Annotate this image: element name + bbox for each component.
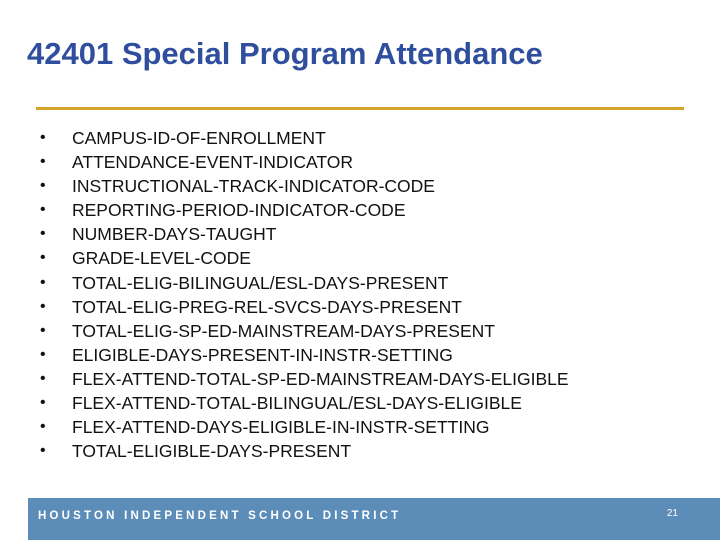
bullet-text: GRADE-LEVEL-CODE	[72, 248, 251, 269]
bullet-dot: •	[40, 153, 46, 171]
bullet-item	[40, 126, 569, 150]
bullet-text: ATTENDANCE-EVENT-INDICATOR	[72, 152, 353, 173]
bullet-text: INSTRUCTIONAL-TRACK-INDICATOR-CODE	[72, 176, 435, 197]
bullet-item	[40, 367, 569, 391]
bullet-item	[40, 295, 569, 319]
bullet-item	[40, 174, 569, 198]
bullet-dot: •	[40, 201, 46, 219]
bullet-text: CAMPUS-ID-OF-ENROLLMENT	[72, 128, 326, 148]
bullet-dot: •	[40, 369, 46, 387]
bullet-text: NUMBER-DAYS-TAUGHT	[72, 224, 277, 245]
bullet-dot: •	[40, 418, 46, 436]
bullet-dot: •	[40, 273, 46, 291]
bullet-text: TOTAL-ELIG-BILINGUAL/ESL-DAYS-PRESENT	[72, 272, 449, 293]
footer-bar	[28, 498, 720, 540]
bullet-text: TOTAL-ELIGIBLE-DAYS-PRESENT	[72, 441, 352, 462]
bullet-item	[40, 391, 569, 415]
bullet-item	[40, 343, 569, 367]
bullet-dot: •	[40, 297, 46, 315]
bullet-dot: •	[40, 177, 46, 195]
bullet-text: ELIGIBLE-DAYS-PRESENT-IN-INSTR-SETTING	[72, 344, 453, 365]
bullet-item	[40, 150, 569, 174]
bullet-item	[40, 439, 569, 463]
bullet-text: FLEX-ATTEND-DAYS-ELIGIBLE-IN-INSTR-SETTING	[72, 417, 490, 438]
bullet-item	[40, 222, 569, 246]
bullet-dot: •	[40, 394, 46, 412]
bullet-item	[40, 271, 569, 295]
bullet-text: FLEX-ATTEND-TOTAL-SP-ED-MAINSTREAM-DAYS-ELIGIBLE	[72, 368, 569, 389]
bullet-item	[40, 198, 569, 222]
bullet-text: TOTAL-ELIG-PREG-REL-SVCS-DAYS-PRESENT	[72, 296, 462, 317]
bullet-dot: •	[40, 225, 46, 243]
bullet-list	[40, 126, 569, 463]
page-number: 21	[666, 508, 678, 519]
organization-name: HOUSTON INDEPENDENT SCHOOL DISTRICT	[38, 510, 402, 522]
bullet-dot: •	[40, 345, 46, 363]
title-underline	[36, 107, 684, 110]
bullet-dot: •	[40, 442, 46, 460]
bullet-dot: •	[40, 129, 46, 146]
bullet-text: REPORTING-PERIOD-INDICATOR-CODE	[72, 200, 406, 221]
bullet-item	[40, 246, 569, 270]
bullet-text: TOTAL-ELIG-SP-ED-MAINSTREAM-DAYS-PRESENT	[72, 320, 495, 341]
slide-title: 42401 Special Program Attendance	[27, 36, 543, 71]
bullet-item	[40, 319, 569, 343]
bullet-dot: •	[40, 249, 46, 267]
bullet-text: FLEX-ATTEND-TOTAL-BILINGUAL/ESL-DAYS-ELIGIBLE	[72, 393, 522, 414]
bullet-item	[40, 415, 569, 439]
bullet-dot: •	[40, 321, 46, 339]
